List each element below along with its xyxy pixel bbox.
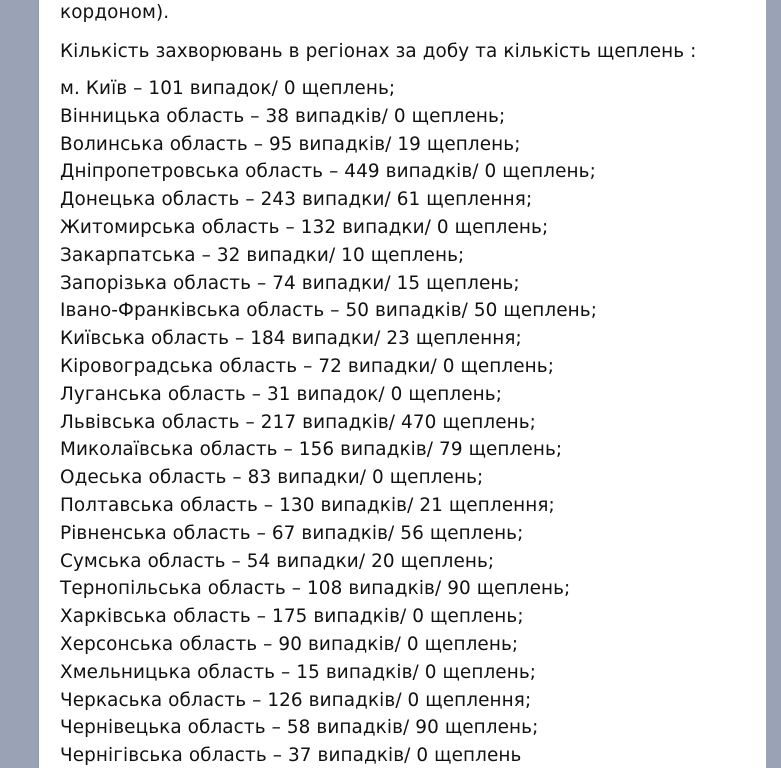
region-line: Миколаївська область – 156 випадків/ 79 щеплень; [60, 439, 563, 461]
region-line: Кіровоградська область – 72 випадки/ 0 щеплень; [60, 356, 555, 377]
intro-tail-text: кордоном). [60, 2, 170, 23]
region-line: Одеська область – 83 випадки/ 0 щеплень; [60, 467, 484, 489]
regions-heading: Кількість захворювань в регіонах за добу та кількість щеплень : [60, 41, 697, 62]
chat-background-right [766, 0, 781, 768]
region-line: м. Київ – 101 випадок/ 0 щеплень; [60, 78, 396, 99]
region-line: Волинська область – 95 випадків/ 19 щеплень; [60, 133, 521, 155]
region-line: Вінницька область – 38 випадків/ 0 щеплень; [60, 105, 506, 127]
region-line: Черкаська область – 126 випадків/ 0 щеплення; [60, 689, 532, 711]
region-line: Херсонська область – 90 випадків/ 0 щеплень; [60, 634, 519, 655]
chat-background-left [0, 0, 39, 768]
region-line: Дніпропетровська область – 449 випадків/ 0 щеплень; [60, 161, 596, 183]
region-line: Запорізька область – 74 випадки/ 15 щеплень; [60, 272, 520, 294]
region-line: Житомирська область – 132 випадки/ 0 щеплень; [60, 217, 549, 238]
region-line: Луганська область – 31 випадок/ 0 щеплень; [60, 383, 502, 405]
region-line: Івано-Франківська область – 50 випадків/ 50 щеплень; [60, 300, 598, 322]
region-line: Рівненська область – 67 випадків/ 56 щеплень; [60, 522, 524, 544]
region-line: Сумська область – 54 випадки/ 20 щеплень; [60, 550, 495, 572]
region-line: Закарпатська – 32 випадки/ 10 щеплень; [60, 244, 465, 266]
region-line: Львівська область – 217 випадків/ 470 щеплень; [60, 411, 536, 433]
region-line: Донецька область – 243 випадки/ 61 щеплення; [60, 189, 533, 211]
region-line: Київська область – 184 випадки/ 23 щеплення; [60, 328, 522, 350]
region-line: Чернігівська область – 37 випадків/ 0 щеплень [60, 745, 522, 767]
region-line: Харківська область – 175 випадків/ 0 щеплень; [60, 606, 524, 628]
region-line: Полтавська область – 130 випадків/ 21 щеплення; [60, 495, 555, 516]
region-line: Чернівецька область – 58 випадків/ 90 щеплень; [60, 717, 539, 739]
region-line: Хмельницька область – 15 випадків/ 0 щеплень; [60, 661, 537, 683]
region-line: Тернопільська область – 108 випадків/ 90 щеплень; [60, 578, 571, 600]
